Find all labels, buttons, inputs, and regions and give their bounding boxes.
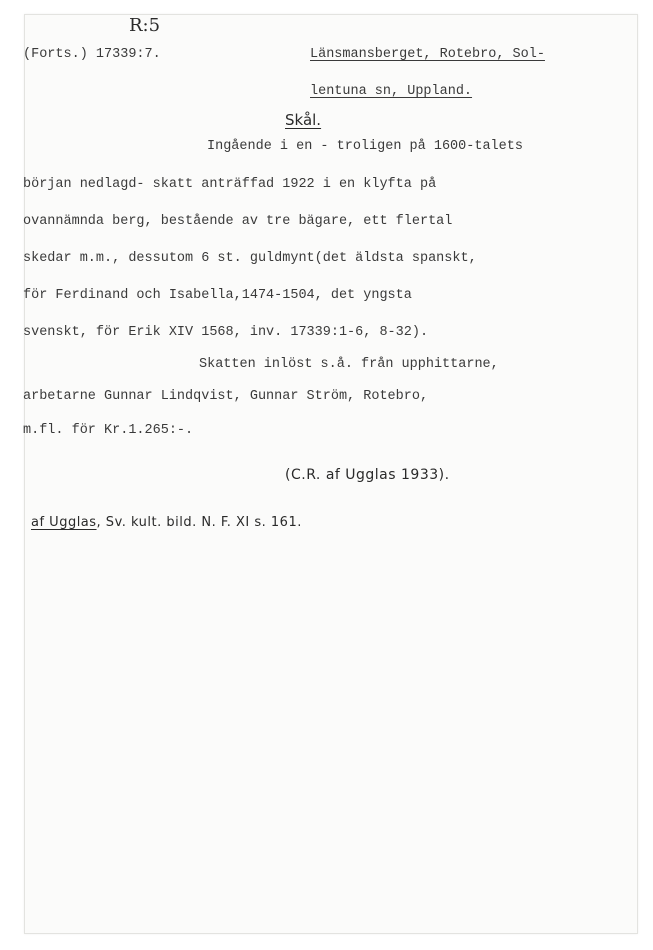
reference-source: , Sv. kult. bild. N. F. XI s. 161. <box>96 515 302 530</box>
handwritten-signature: (C.R. af Ugglas 1933). <box>285 467 450 483</box>
location-line-2: lentuna sn, Uppland. <box>310 84 473 99</box>
body-line: svenskt, för Erik XIV 1568, inv. 17339:1-6, 8-32). <box>23 325 429 340</box>
body-line: ovannämnda berg, bestående av tre bägare, ett flertal <box>23 214 453 229</box>
body-line: för Ferdinand och Isabella,1474-1504, det yngsta <box>23 288 412 303</box>
body-line: Skatten inlöst s.å. från upphittarne, <box>199 357 499 372</box>
body-line: skedar m.m., dessutom 6 st. guldmynt(det äldsta spanskt, <box>23 251 477 266</box>
body-line: arbetarne Gunnar Lindqvist, Gunnar Ström, Rotebro, <box>23 389 429 404</box>
handwritten-reference <box>31 515 302 530</box>
body-line: Ingående i en - troligen på 1600-talets <box>207 139 523 154</box>
reference-author: af Ugglas <box>31 515 97 530</box>
catalog-card <box>24 14 638 934</box>
location-line-1: Länsmansberget, Rotebro, Sol- <box>310 47 545 62</box>
header-catalog-number: (Forts.) 17339:7. <box>23 47 161 62</box>
body-line: m.fl. för Kr.1.265:-. <box>23 423 194 438</box>
body-line: början nedlagd- skatt anträffad 1922 i en klyfta på <box>23 177 437 192</box>
page-mark: R:5 <box>129 15 161 36</box>
category-label: Skål. <box>285 111 322 129</box>
